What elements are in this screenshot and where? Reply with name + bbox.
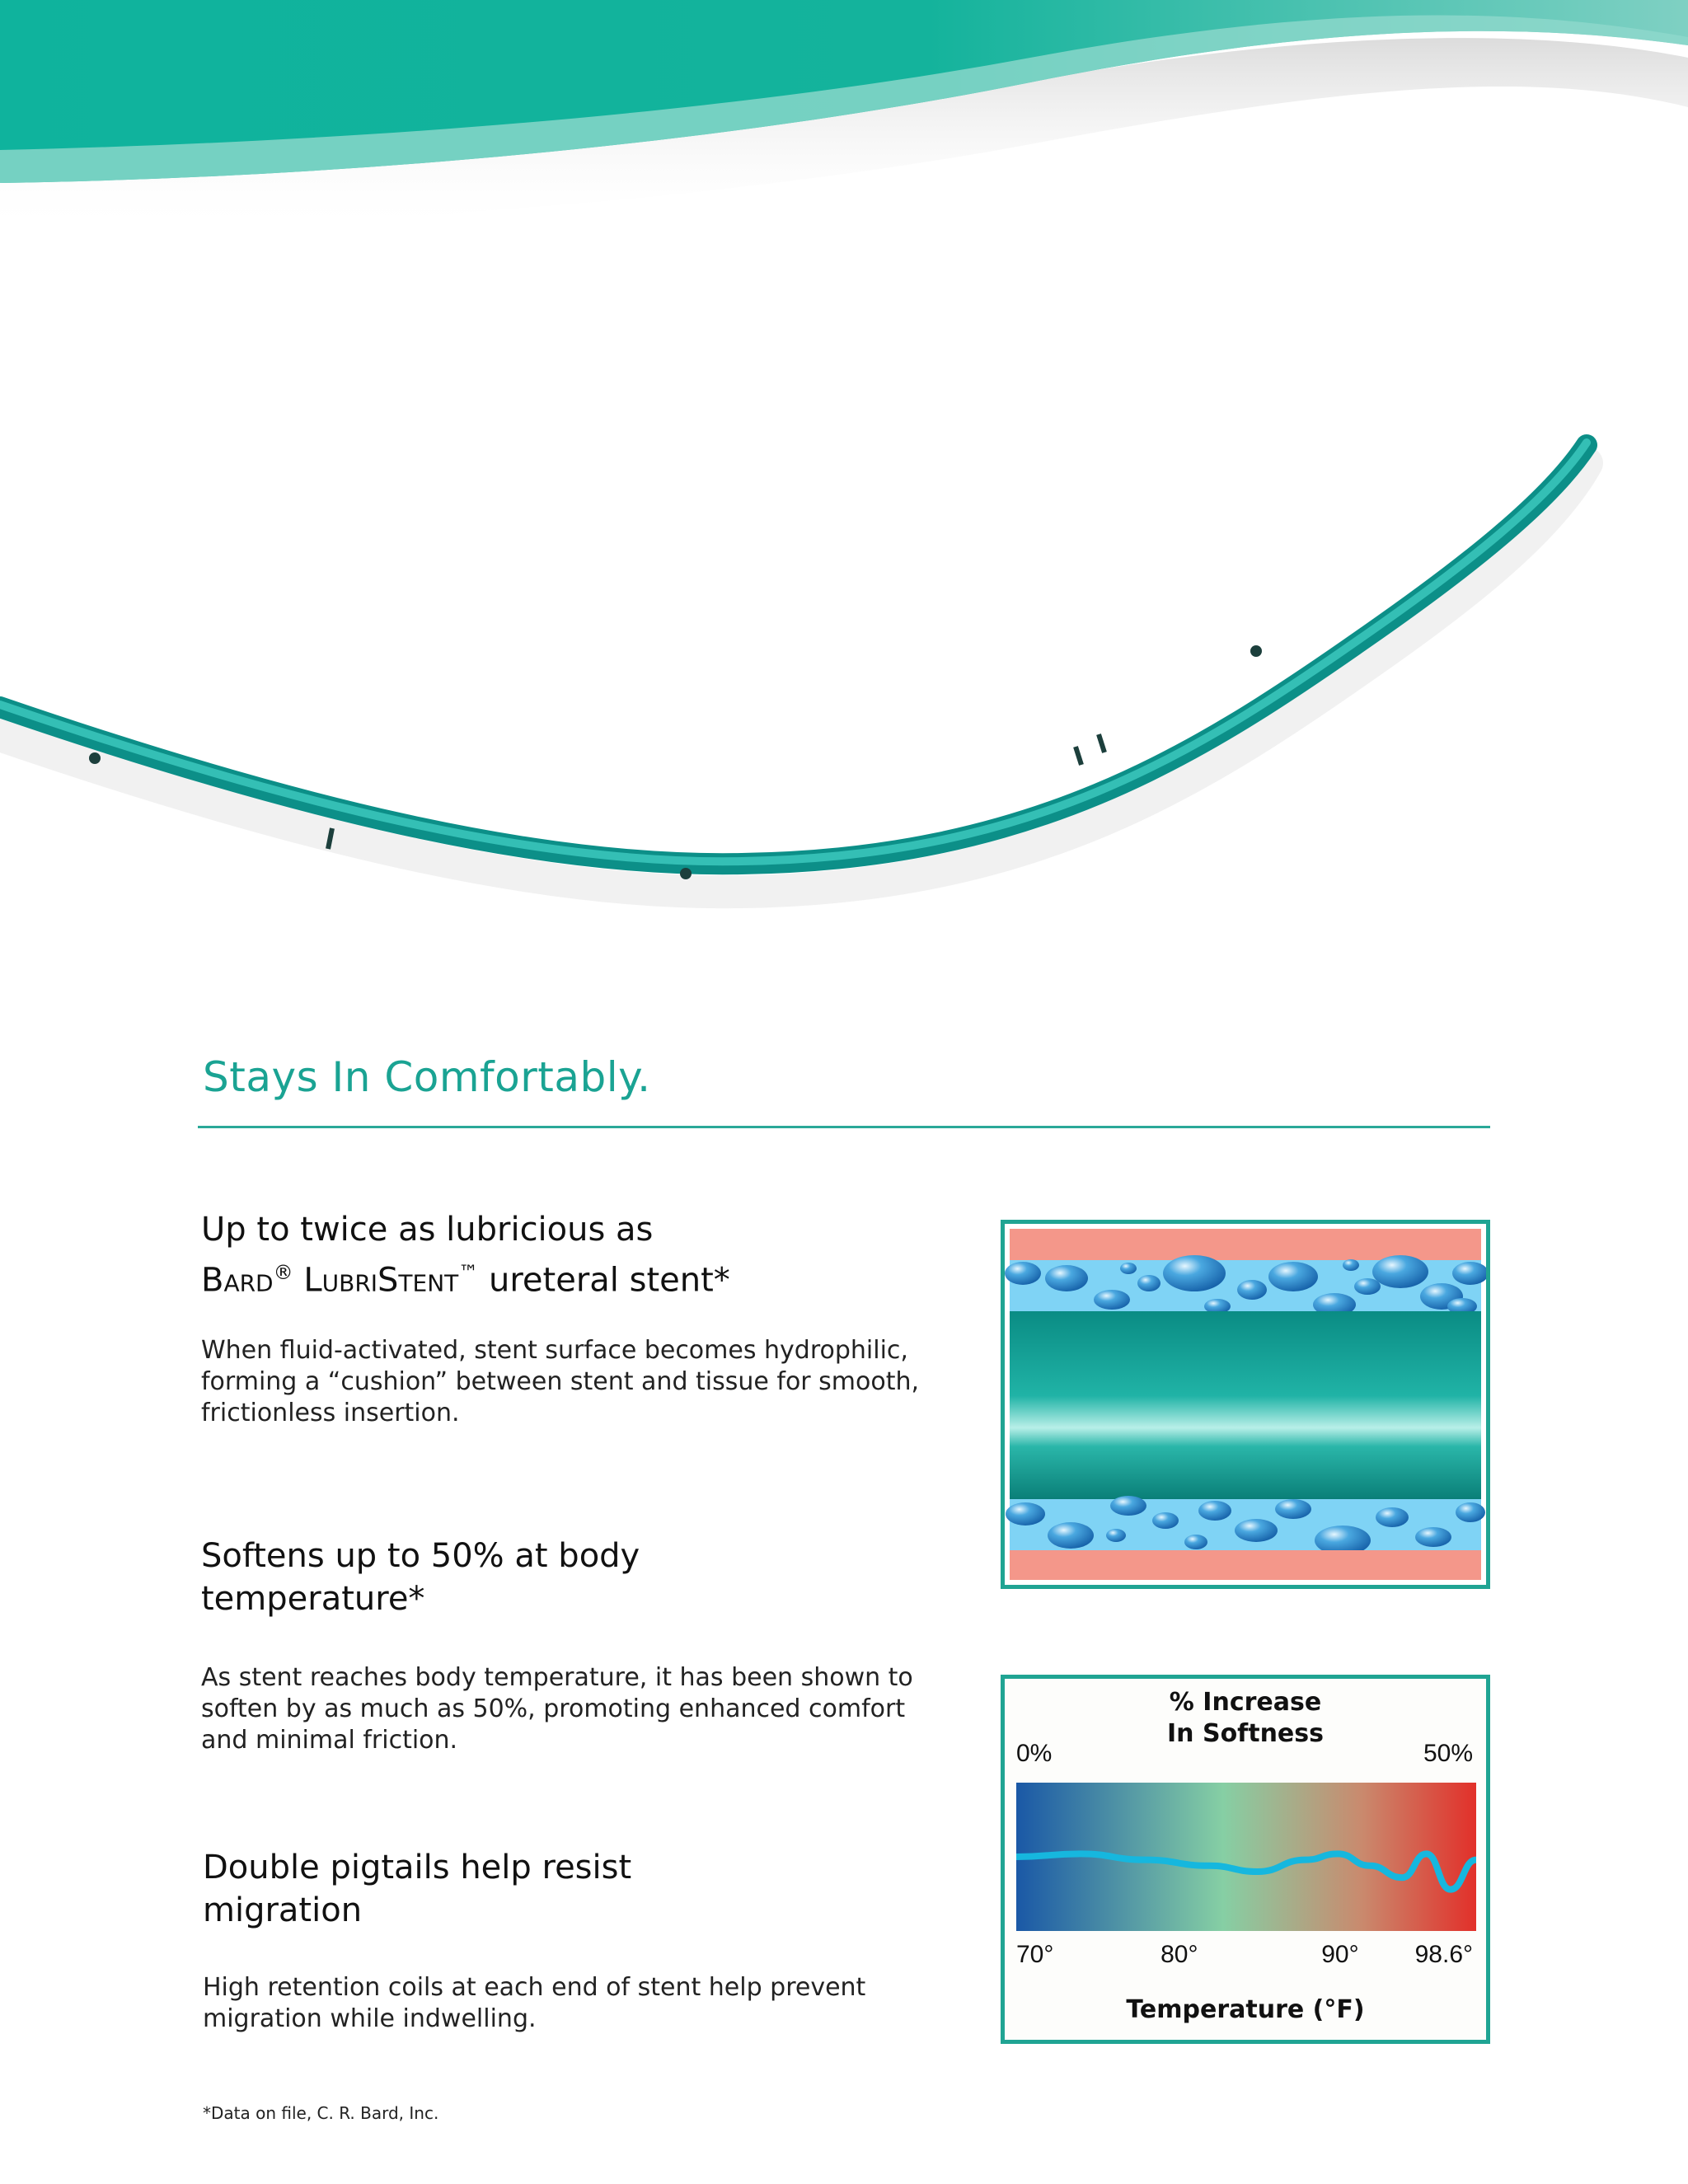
tissue-layer-top [1010,1229,1481,1260]
softness-gradient-plot [1016,1783,1476,1931]
chart-title-line1: % Increase [1169,1688,1322,1717]
ureteral-stent-illustration [0,396,1688,972]
trademark-mark: ™ [458,1261,479,1284]
brand-lubristent: LubriStent [303,1261,459,1300]
x-tick-label: 98.6° [1414,1941,1473,1968]
y-range-max-label: 50% [1423,1740,1473,1767]
header-wave-decoration [0,0,1688,247]
chart-title-line2: In Softness [1167,1719,1324,1748]
x-tick-label: 70° [1016,1941,1054,1968]
feature-3-heading: Double pigtails help resist migration [203,1849,632,1929]
feature-1-heading-tail: ureteral stent* [489,1261,730,1300]
y-range-min-label: 0% [1016,1740,1053,1767]
footnote: *Data on file, C. R. Bard, Inc. [203,2103,439,2123]
chart-title [1005,1687,1486,1750]
section-title: Stays In Comfortably. [203,1053,651,1101]
tissue-layer-bottom [1010,1550,1481,1580]
hydrophilic-coating-illustration [1001,1220,1490,1589]
feature-3-body: High retention coils at each end of stent help prevent migration while indwelling. [203,1973,866,2033]
section-divider [198,1126,1490,1128]
feature-1-heading [201,1208,943,1301]
x-tick-label: 90° [1321,1941,1359,1968]
registered-mark: ® [273,1261,293,1284]
feature-1-body: When fluid-activated, stent surface becomes hydrophilic, forming a “cushion” between stent and tissue for smooth, frictionless insertion. [201,1336,920,1427]
coating-cross-section [1005,1224,1486,1585]
feature-1-heading-line1: Up to twice as lubricious as [201,1211,654,1249]
softness-chart-panel [1001,1675,1490,2044]
stent-wall [1010,1311,1481,1499]
x-tick-label: 80° [1160,1941,1198,1968]
brand-bard: Bard [201,1261,274,1300]
feature-2-heading: Softens up to 50% at body temperature* [201,1537,640,1618]
x-axis-label: Temperature (°F) [1126,1995,1365,2024]
feature-2-body: As stent reaches body temperature, it has been shown to soften by as much as 50%, promoting enhanced comfort and minimal friction. [201,1663,913,1755]
